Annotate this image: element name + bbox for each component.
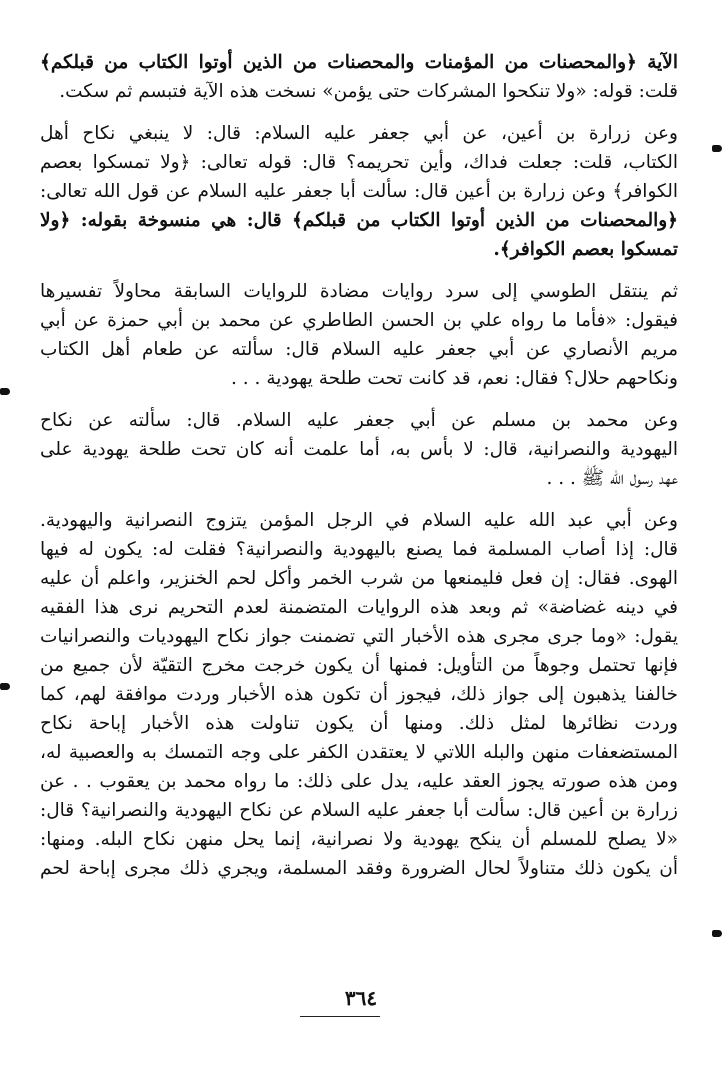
margin-mark bbox=[0, 683, 10, 690]
paragraph-1 bbox=[40, 48, 678, 106]
page-number: ٣٦٤ bbox=[344, 986, 378, 1010]
paragraph-3 bbox=[40, 277, 678, 393]
page-number-underline bbox=[300, 1016, 380, 1017]
text-line: الكتاب، قلت: جعلت فداك، وأين تحريمه؟ قال: قوله تعالى: ﴿ولا تمسكوا بعصم bbox=[40, 152, 678, 173]
text-line: ﴿والمحصنات من الذين أوتوا الكتاب من قبلكم﴾ قال: هي منسوخة بقوله: ﴿ولا bbox=[40, 210, 678, 231]
text-line: قلت: قوله: «ولا تنكحوا المشركات حتى يؤمن» نسخت هذه الآية فتبسم ثم سكت. bbox=[59, 81, 678, 102]
text-line: وعن أبي عبد الله عليه السلام في الرجل المؤمن يتزوج النصرانية واليهودية. bbox=[40, 510, 678, 531]
margin-mark bbox=[712, 930, 722, 937]
paragraph-2 bbox=[40, 119, 678, 264]
text-line: ونكاحهم حلال؟ فقال: نعم، قد كانت تحت طلحة يهودية . . . bbox=[231, 368, 678, 389]
text-line: وعن زرارة بن أعين، عن أبي جعفر عليه السلام: قال: لا ينبغي نكاح أهل bbox=[40, 123, 678, 144]
text-line: عهد رسول الله ﷺ . . . bbox=[546, 468, 678, 489]
text-line: الهوى. فقال: إن فعل فليمنعها من شرب الخمر وأكل لحم الخنزير، واعلم أن عليه bbox=[40, 568, 678, 589]
text-line: تمسكوا بعصم الكوافر﴾. bbox=[493, 239, 678, 260]
paragraph-5 bbox=[40, 506, 678, 883]
text-line: في دينه غضاضة» ثم وبعد هذه الروايات المتضمنة لعدم التحريم نرى هذا الفقيه bbox=[40, 597, 678, 618]
text-line: «لا يصلح للمسلم أن ينكح يهودية ولا نصرانية، إنما يحل منهن نكاح البله. ومنها: bbox=[40, 829, 678, 850]
text-line: يقول: «وما جرى مجرى هذه الأخبار التي تضمنت جواز نكاح اليهوديات والنصرانيات bbox=[40, 626, 678, 647]
text-line: وعن محمد بن مسلم عن أبي جعفر عليه السلام. قال: سألته عن نكاح bbox=[40, 410, 678, 431]
text-line: المستضعفات منهن والبله اللاتي لا يعتقدن الكفر على وجه التمسك به والعصبية له، bbox=[40, 742, 678, 763]
text-line: فإنها تحتمل وجوهاً من التأويل: فمنها أن يكون خرجت مخرج التقيّة لأن جميع من bbox=[40, 655, 678, 676]
text-line: الآية ﴿والمحصنات من المؤمنات والمحصنات من الذين أوتوا الكتاب من قبلكم﴾ bbox=[40, 52, 678, 73]
text-line: ومن هذه صورته يجوز العقد عليه، يدل على ذلك: ما رواه محمد بن يعقوب . . عن bbox=[40, 771, 678, 792]
text-line: قال: إذا أصاب المسلمة فما يصنع باليهودية والنصرانية؟ فقلت له: يكون له فيها bbox=[40, 539, 678, 560]
text-line: الكوافر﴾ وعن زرارة بن أعين قال: سألت أبا جعفر عليه السلام عن قول الله تعالى: bbox=[40, 181, 678, 202]
page-body bbox=[40, 48, 678, 883]
text-line: فيقول: «فأما ما رواه علي بن الحسن الطاطري عن محمد بن أبي حمزة عن أبي bbox=[40, 310, 678, 331]
text-line: خالفنا يذهبون إلى جواز ذلك، فيجوز أن تكون هذه الأخبار وردت موافقة لهم، كما bbox=[40, 684, 678, 705]
margin-mark bbox=[0, 388, 10, 395]
text-line: زرارة بن أعين قال: سألت أبا جعفر عليه السلام عن نكاح اليهودية والنصرانية؟ قال: bbox=[40, 800, 678, 821]
paragraph-4 bbox=[40, 406, 678, 493]
text-line: اليهودية والنصرانية، قال: لا بأس به، أما علمت أنه كان تحت طلحة يهودية على bbox=[40, 439, 678, 460]
text-line: أن يكون ذلك متناولاً لحال الضرورة وفقد المسلمة، ويجري ذلك مجرى إباحة لحم bbox=[40, 858, 678, 879]
text-line: مريم الأنصاري عن أبي جعفر عليه السلام قال: سألته عن طعام أهل الكتاب bbox=[40, 339, 678, 360]
text-line: وردت نظائرها لمثل ذلك. ومنها أن يكون تناولت هذه الأخبار إباحة نكاح bbox=[40, 713, 678, 734]
margin-mark bbox=[712, 145, 722, 152]
text-line: ثم ينتقل الطوسي إلى سرد روايات مضادة للروايات السابقة محاولاً تفسيرها bbox=[40, 281, 678, 302]
